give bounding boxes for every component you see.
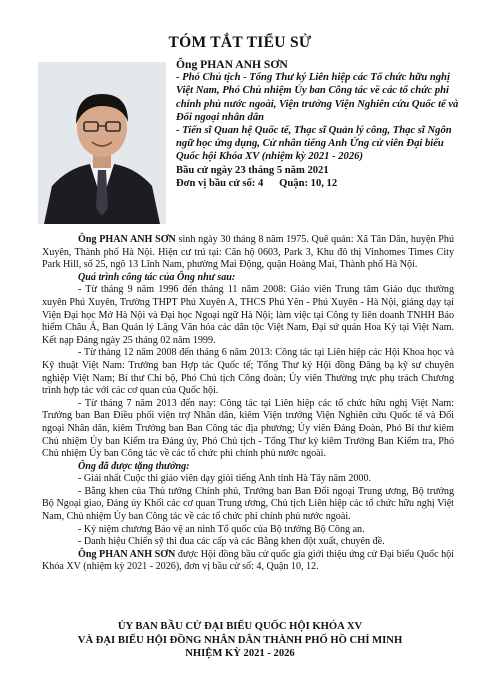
candidate-header [176, 58, 462, 190]
award-item: - Giải nhất Cuộc thi giáo viên dạy giỏi tiếng Anh tỉnh Hà Tây năm 2000. [78, 473, 372, 485]
candidate-portrait [38, 62, 166, 224]
footer-line-1: ỦY BAN BẦU CỬ ĐẠI BIỂU QUỐC HỘI KHÓA XV [117, 621, 363, 632]
intro-name: Ông PHAN ANH SƠN [78, 234, 176, 245]
award-item: - Bằng khen của Thủ tướng Chính phủ, Trưởng ban Ban Đối ngoại Trung ương, Bộ trưởng Bộ Ngoại giao, Đảng ủy Khối các cơ quan Trung ương, Chủ tịch Liên hiệp các tổ chức hữu nghị Việt Nam, Chủ nhiệm Ủy ban Công tác về các tổ chức phi chính phủ nước ngoài. [42, 485, 454, 523]
portrait-image [38, 62, 166, 224]
closing-text: được Hội đồng bầu cử quốc gia giới thiệu ứng cử Đại biểu Quốc hội Khóa XV (nhiệm kỳ 2021 - 2026), đơn vị bầu cử số: 4, Quận 10, 12. [42, 548, 454, 573]
biography-body [42, 234, 454, 574]
document-title: TÓM TẮT TIỂU SỬ [168, 34, 312, 51]
career-heading: Quá trình công tác của Ông như sau: [78, 271, 236, 283]
career-item: - Từ tháng 12 năm 2008 đến tháng 6 năm 2013: Công tác tại Liên hiệp các Hội Khoa học và Kỹ thuật Việt Nam: Trưởng ban Hợp tác Quốc tế; Tổng Thư ký Hội đồng Đăng bạ kỹ sư chuyên nghiệp Việt Nam; Bí thư Chi bộ, Phó Chủ tịch Công đoàn; Ủy viên Thường trực phụ trách Chương trình hợp tác với các cơ quan của Quốc hội. [42, 347, 454, 397]
footer-line-2: VÀ ĐẠI BIỂU HỘI ĐỒNG NHÂN DÂN THÀNH PHỐ HỒ CHÍ MINH [77, 634, 403, 646]
intro-text: sinh ngày 30 tháng 8 năm 1975. Quê quán: Xã Tân Dân, huyện Phú Xuyên, Thành phố Hà Nội. Hiện cư trú tại: Căn hộ 0603, Park 3, Khu đô thị Vinhomes Times City Park Hill, số 25, ngõ 13 Lĩnh Nam, phường Mai Động, quận Hoàng Mai, Thành phố Hà Nội. [42, 234, 454, 271]
awards-heading: Ông đã được tặng thưởng: [78, 460, 190, 472]
candidate-name: Ông PHAN ANH SƠN [176, 58, 288, 71]
issuing-committee [0, 620, 480, 661]
election-unit: Đơn vị bầu cử số: 4 Quận: 10, 12 [176, 177, 338, 189]
footer-line-3: NHIỆM KỲ 2021 - 2026 [185, 648, 295, 659]
award-item: - Danh hiệu Chiến sỹ thi đua các cấp và các Bằng khen đột xuất, chuyên đề. [78, 536, 385, 548]
award-item: - Kỷ niệm chương Bảo vệ an ninh Tổ quốc của Bộ trưởng Bộ Công an. [78, 523, 365, 535]
intro-paragraph [42, 234, 454, 272]
candidate-qualifications: - Tiến sĩ Quan hệ Quốc tế, Thạc sĩ Quản lý công, Thạc sĩ Ngôn ngữ học ứng dụng, Cử nhân tiếng Anh Ứng cử viên Đại biểu Quốc hội Khóa XV (nhiệm kỳ 2021 - 2026) [176, 125, 452, 163]
election-date: Bầu cử ngày 23 tháng 5 năm 2021 [176, 164, 329, 176]
career-item: - Từ tháng 7 năm 2013 đến nay: Công tác tại Liên hiệp các tổ chức hữu nghị Việt Nam: Trưởng ban Ban Điều phối viện trợ Nhân dân, kiêm Viện trưởng Viện Nghiên cứu Quốc tế và Đối ngoại Nhân dân, kiêm Trưởng ban Ban Công tác địa phương; Ủy viên Đảng Đoàn, Phó Bí thư kiêm Chủ nhiệm Ủy ban Kiểm tra Đảng ủy, Phó Chủ tịch - Tổng Thư ký kiêm Trưởng Ban Kiểm tra, Phó Chủ nhiệm Ủy ban Công tác về các tổ chức phi chính phủ nước ngoài. [42, 397, 454, 460]
closing-paragraph [42, 549, 454, 574]
candidate-position: - Phó Chủ tịch - Tổng Thư ký Liên hiệp các Tổ chức hữu nghị Việt Nam, Phó Chủ nhiệm Ủy ban Công tác về các tổ chức phi chính phủ nước ngoài, Viện trưởng Viện Nghiên cứu Quốc tế và Đối ngoại nhân dân [176, 72, 459, 123]
career-item: - Từ tháng 9 năm 1996 đến tháng 11 năm 2008: Giáo viên Trung tâm Giáo dục thường xuyên Phú Xuyên, Trường THPT Phú Xuyên A, THCS Phú Yên - Phú Xuyên - Hà Nội, giảng dạy tại Viện Đại học Mở Hà Nội và Đại học Ngoại ngữ Hà Nội; làm việc tại Công ty liên doanh TNHH Bảo hiểm Châu Á, Ban Quản lý Lăng Văn hóa các dân tộc Việt Nam, Đại sứ quán Hoa Kỳ tại Việt Nam. Kết nạp Đảng ngày 25 tháng 02 năm 1999. [42, 284, 454, 346]
closing-name: Ông PHAN ANH SƠN [78, 548, 176, 560]
